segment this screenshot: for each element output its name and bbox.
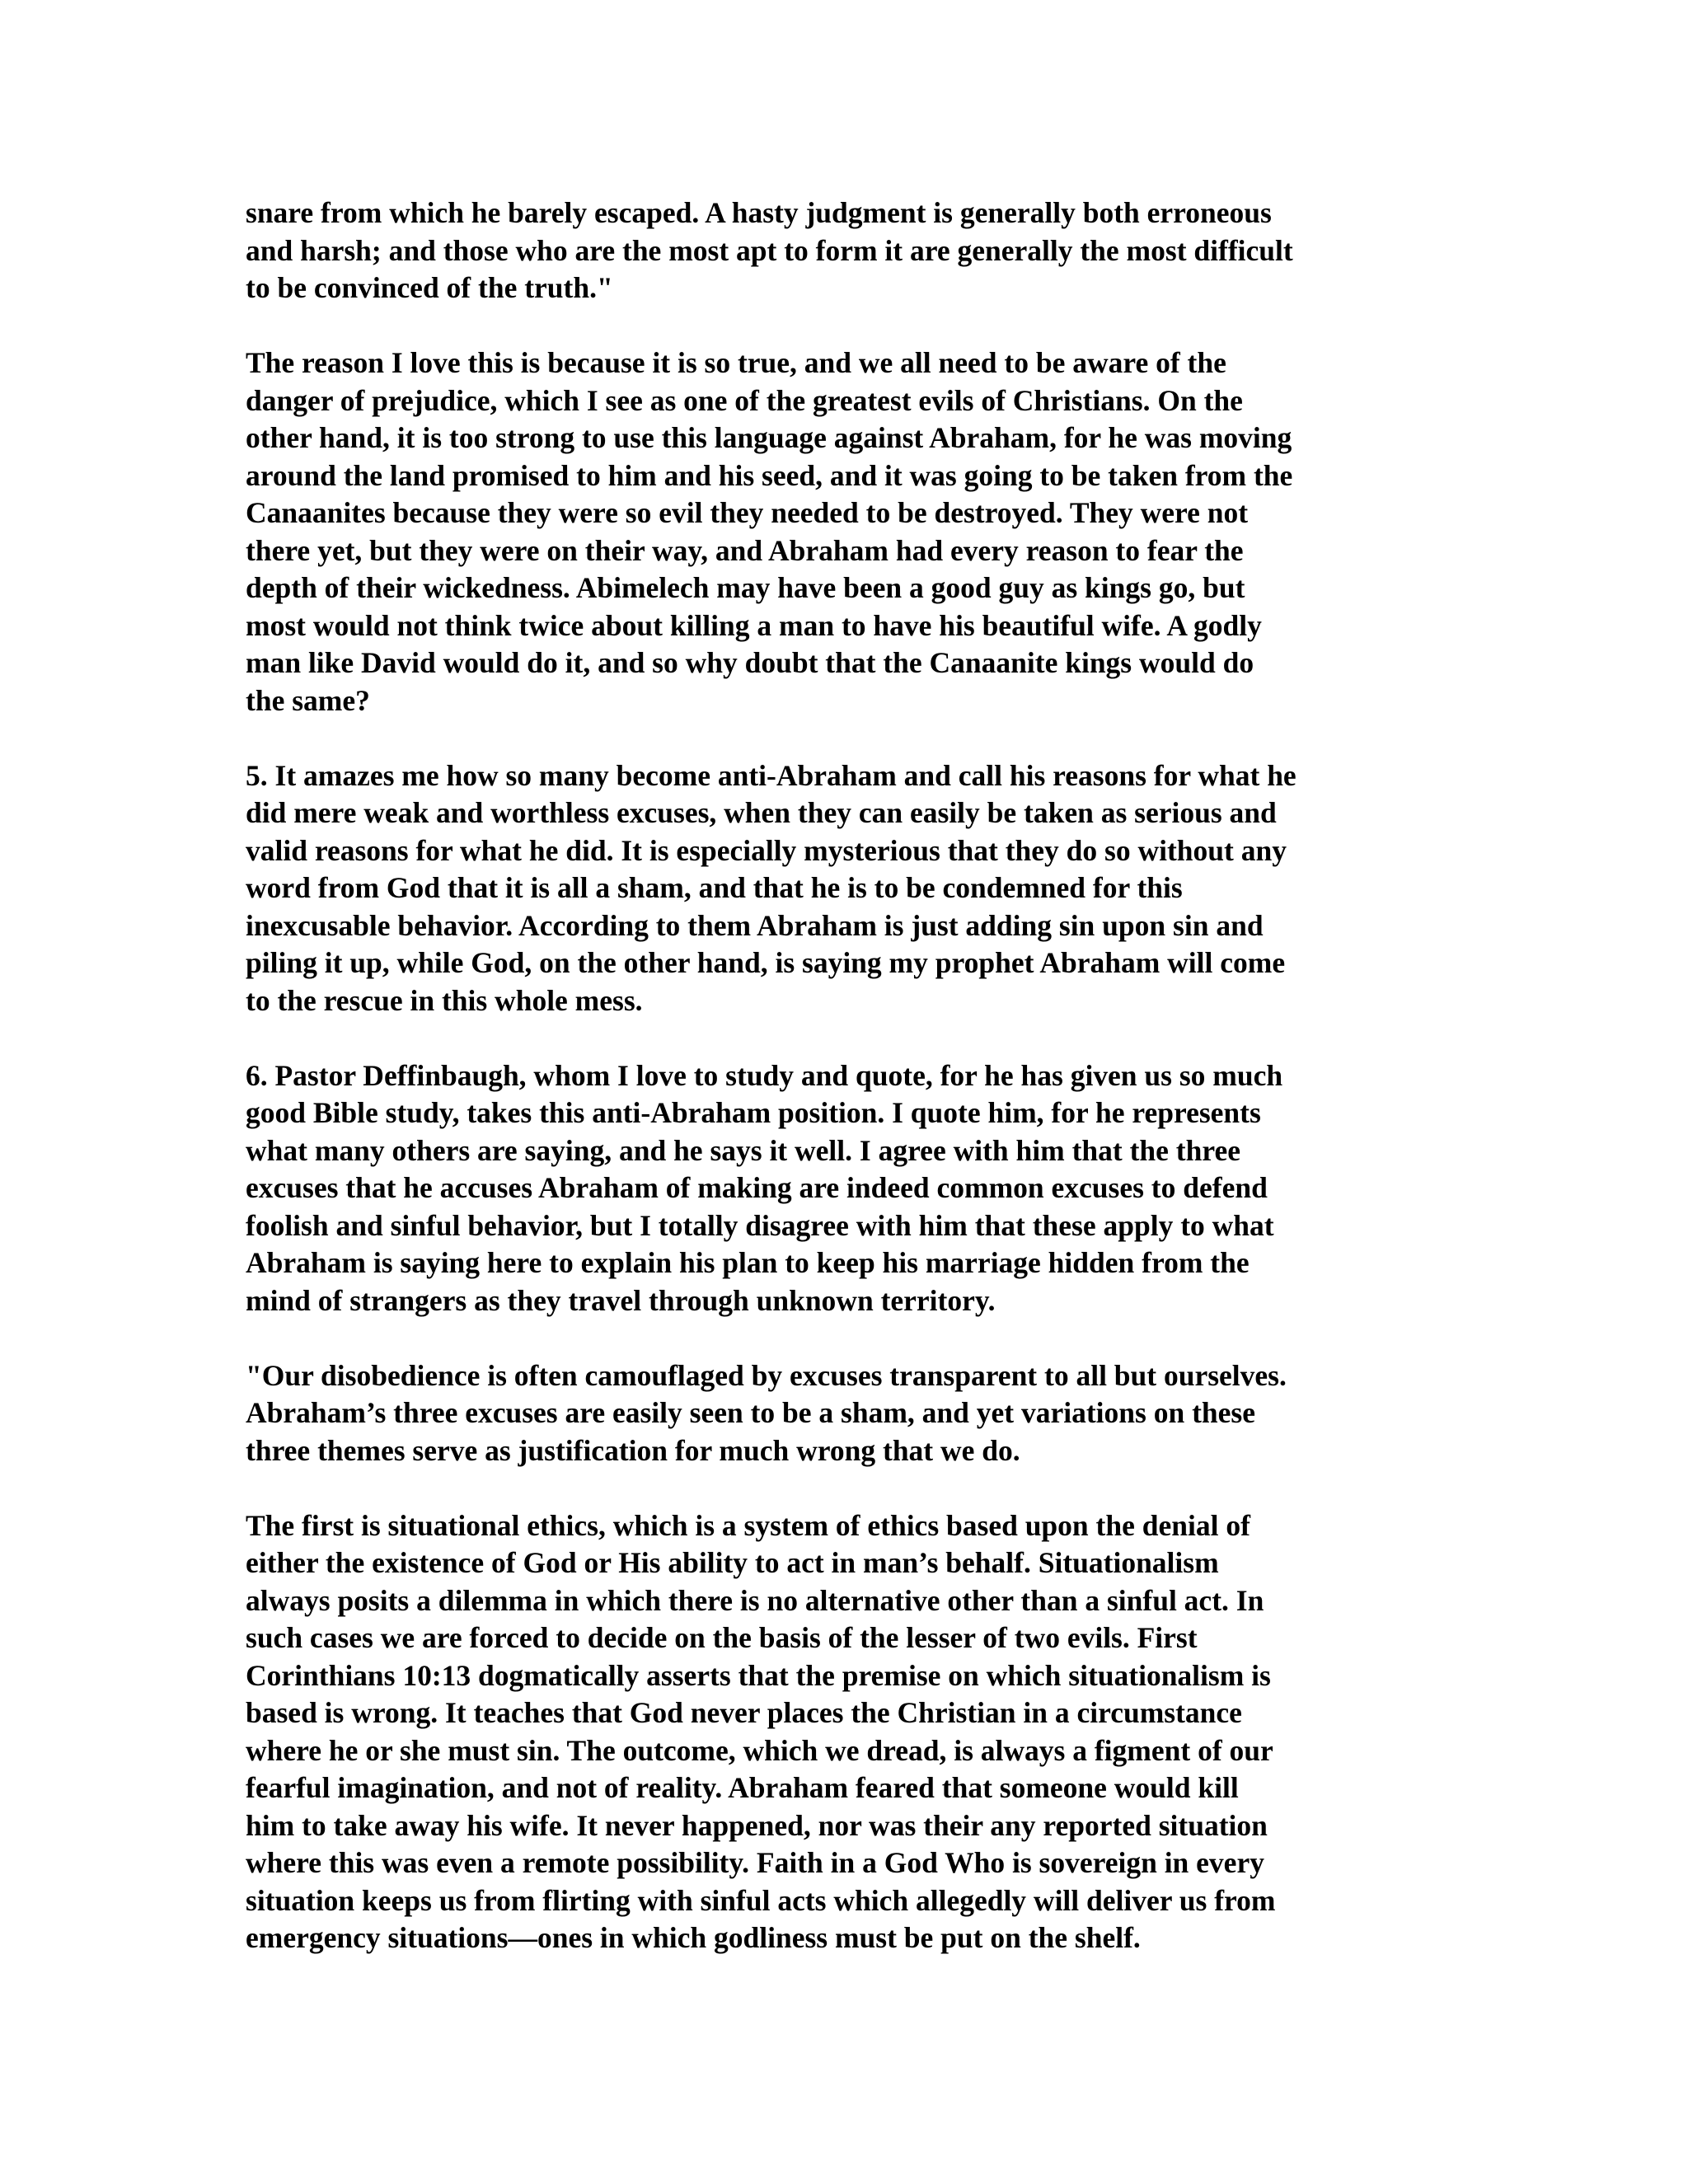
- text-line: always posits a dilemma in which there is no alternative other than a sinful act. In: [246, 1583, 1264, 1617]
- text-line: piling it up, while God, on the other hand, is saying my prophet Abraham will come: [246, 946, 1286, 979]
- text-line: him to take away his wife. It never happened, nor was their any reported situation: [246, 1808, 1268, 1842]
- text-line: other hand, it is too strong to use this language against Abraham, for he was moving: [246, 421, 1292, 454]
- paragraph-5: [246, 1357, 1449, 1470]
- text-line: either the existence of God or His ability to act in man’s behalf. Situationalism: [246, 1546, 1219, 1579]
- text-line: 5. It amazes me how so many become anti-Abraham and call his reasons for what he: [246, 758, 1296, 792]
- text-line: foolish and sinful behavior, but I totally disagree with him that these apply to what: [246, 1208, 1274, 1242]
- text-line: danger of prejudice, which I see as one of the greatest evils of Christians. On the: [246, 383, 1243, 417]
- text-line: Abraham is saying here to explain his plan to keep his marriage hidden from the: [246, 1246, 1250, 1279]
- text-line: Canaanites because they were so evil they needed to be destroyed. They were not: [246, 496, 1249, 529]
- text-line: such cases we are forced to decide on the basis of the lesser of two evils. First: [246, 1621, 1198, 1654]
- text-line: based is wrong. It teaches that God never places the Christian in a circumstance: [246, 1696, 1242, 1729]
- text-line: and harsh; and those who are the most apt to form it are generally the most difficult: [246, 233, 1293, 267]
- paragraph-6: [246, 1507, 1449, 1957]
- text-line: depth of their wickedness. Abimelech may have been a good guy as kings go, but: [246, 571, 1245, 604]
- text-line: man like David would do it, and so why doubt that the Canaanite kings would do: [246, 646, 1254, 679]
- text-line: good Bible study, takes this anti-Abraham position. I quote him, for he represents: [246, 1096, 1261, 1129]
- text-line: valid reasons for what he did. It is especially mysterious that they do so without any: [246, 833, 1287, 867]
- text-line: The reason I love this is because it is so true, and we all need to be aware of the: [246, 346, 1226, 379]
- text-line: three themes serve as justification for much wrong that we do.: [246, 1433, 1020, 1467]
- text-line: mind of strangers as they travel through unknown territory.: [246, 1283, 996, 1317]
- text-line: where this was even a remote possibility. Faith in a God Who is sovereign in every: [246, 1846, 1264, 1879]
- text-line: to the rescue in this whole mess.: [246, 983, 643, 1017]
- text-line: to be convinced of the truth.": [246, 271, 613, 304]
- paragraph-2: [246, 344, 1449, 719]
- text-line: word from God that it is all a sham, and that he is to be condemned for this: [246, 871, 1183, 904]
- paragraph-4: [246, 1057, 1449, 1320]
- page-body-text: [246, 194, 1449, 1994]
- paragraph-1: [246, 194, 1449, 307]
- text-line: snare from which he barely escaped. A hasty judgment is generally both erroneous: [246, 196, 1272, 229]
- text-line: around the land promised to him and his seed, and it was going to be taken from the: [246, 458, 1293, 492]
- text-line: there yet, but they were on their way, and Abraham had every reason to fear the: [246, 533, 1244, 567]
- text-line: Corinthians 10:13 dogmatically asserts that the premise on which situationalism is: [246, 1658, 1271, 1692]
- text-line: excuses that he accuses Abraham of making are indeed common excuses to defend: [246, 1171, 1268, 1204]
- text-line: inexcusable behavior. According to them Abraham is just adding sin upon sin and: [246, 908, 1264, 942]
- text-line: The first is situational ethics, which is a system of ethics based upon the denial of: [246, 1508, 1250, 1542]
- text-line: situation keeps us from flirting with sinful acts which allegedly will deliver us from: [246, 1883, 1276, 1917]
- text-line: fearful imagination, and not of reality. Abraham feared that someone would kill: [246, 1771, 1239, 1804]
- text-line: what many others are saying, and he says it well. I agree with him that the three: [246, 1133, 1240, 1167]
- text-line: emergency situations—ones in which godliness must be put on the shelf.: [246, 1921, 1141, 1954]
- text-line: "Our disobedience is often camouflaged by excuses transparent to all but ourselves.: [246, 1358, 1287, 1392]
- text-line: the same?: [246, 683, 370, 717]
- text-line: Abraham’s three excuses are easily seen to be a sham, and yet variations on these: [246, 1396, 1255, 1429]
- text-line: did mere weak and worthless excuses, when they can easily be taken as serious and: [246, 796, 1277, 829]
- text-line: most would not think twice about killing a man to have his beautiful wife. A godly: [246, 608, 1262, 642]
- paragraph-3: [246, 757, 1449, 1020]
- text-line: 6. Pastor Deffinbaugh, whom I love to study and quote, for he has given us so much: [246, 1058, 1283, 1092]
- text-line: where he or she must sin. The outcome, which we dread, is always a figment of our: [246, 1733, 1273, 1767]
